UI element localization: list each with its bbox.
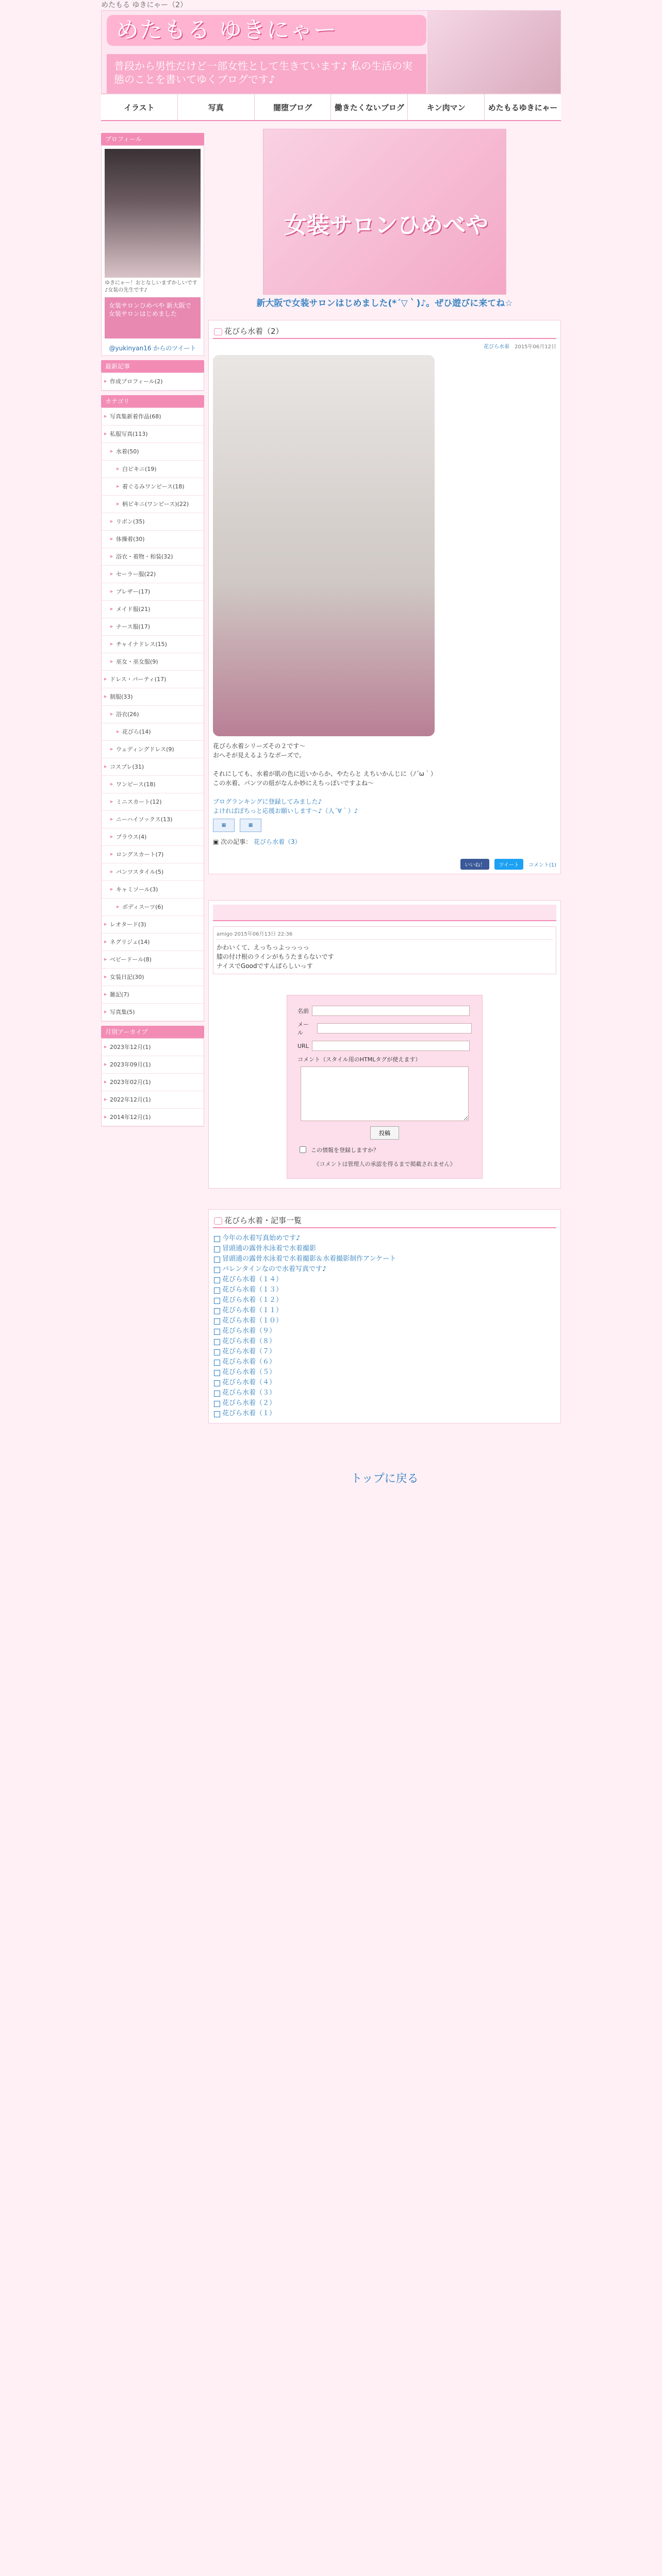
record-link[interactable]: バレンタインなので水着写真です♪ [213,1264,556,1275]
profile-caption: ゆきにゃー！おとなしいまずかしいです♪女装の先生です♪ [105,280,197,293]
comment-meta: amigo 2015年06月13日 22:36 [217,930,553,940]
category-heading: カテゴリ [101,395,204,408]
salon-banner[interactable] [263,129,506,295]
remember-checkbox[interactable] [300,1146,306,1153]
nav-illust[interactable]: イラスト [101,94,178,120]
record-link[interactable]: 花びら水着（１） [213,1409,556,1419]
record-link[interactable]: 花びら水着（８） [213,1336,556,1347]
record-link[interactable]: 花びら水着（１０） [213,1316,556,1326]
category-item[interactable]: ▶ ウェディングドレス(9) [102,741,204,758]
category-list [101,408,204,1022]
ranking-text: ブログランキングに登録してみました♪ [213,798,322,805]
banner-caption: 新大阪で女装サロンはじめました(*´▽｀)♪。ぜひ遊びに来てね☆ [256,298,513,309]
latest-heading: 最新記事 [101,360,204,372]
record-link[interactable]: 花びら水着（１２） [213,1295,556,1306]
entry-meta [213,342,556,350]
record-link[interactable]: 花びら水着（９） [213,1326,556,1336]
archive-item[interactable]: ▶ 2022年12月(1) [102,1091,204,1109]
record-link[interactable]: 花びら水着（５） [213,1367,556,1378]
salon-banner-text: 女装サロンひめべや [284,212,488,239]
record-link[interactable]: 冒頭通の露骨水泳着で水着撮影 [213,1244,556,1254]
category-item[interactable]: ▶ 白ビキニ(19) [102,461,204,478]
records-section [208,1209,561,1423]
entry-text: 花びら水着シリーズその２です〜 [213,742,306,750]
site-logo[interactable] [107,15,426,46]
ranking-banner-1[interactable]: ▦ [213,819,235,832]
category-item[interactable]: ▶ ドレス・パーティ(17) [102,671,204,688]
entry-title[interactable]: 花びら水着（2） [213,325,556,339]
category-item[interactable]: ▶ メイド服(21) [102,601,204,618]
entry-photo[interactable] [213,355,435,736]
category-item[interactable]: ▶ 制服(33) [102,688,204,706]
category-item[interactable]: ▶ 浴衣(26) [102,706,204,723]
comment-text: かわいくて、えっちっよっっっっ [217,944,309,951]
category-item[interactable]: ▶ 柄ビキニ(ワンピース)(22) [102,496,204,513]
record-link[interactable]: 花びら水着（２） [213,1398,556,1409]
salon-promo[interactable]: 女装サロンひめべや 新大阪で女装サロンはじめました [105,297,201,338]
record-link[interactable]: 花びら水着（１１） [213,1306,556,1316]
entry-date: 2015年06月12日 [515,344,556,350]
category-item[interactable]: ▶ レオタード(3) [102,916,204,934]
category-item[interactable]: ▶ 水着(50) [102,443,204,461]
entry-text: この水着、パンツの紐がなんか妙にえちっぽいですよね〜 [213,779,374,787]
profile-photo[interactable] [105,149,201,278]
category-item[interactable]: ▶ キャミソール(3) [102,881,204,899]
records-list [213,1233,556,1419]
sidebar [101,129,204,1127]
next-label: 次の記事： [221,838,252,845]
facebook-like-button[interactable]: いいね！ [460,859,489,870]
record-link[interactable]: 花びら水着（３） [213,1388,556,1398]
next-icon: ▣ [213,838,219,845]
site-logo-text[interactable]: めたもる ゆきにゃー [116,17,338,43]
blog-entry [208,320,561,874]
name-label: 名前 [297,1008,309,1014]
nav-dark-blog[interactable]: 闇堕ブログ [255,94,332,120]
category-item[interactable]: ▶ 女装日記(30) [102,969,204,986]
category-item[interactable]: ▶ 写真集新着作品(68) [102,408,204,426]
archive-item[interactable]: ▶ 2014年12月(1) [102,1109,204,1126]
site-tagline: 普段から男性だけど一部女性として生きています♪ 私の生活の実態のことを書いてゆくブログです♪ [107,54,426,93]
comments-section [208,900,561,1189]
twitter-link[interactable]: @yukinyan16 からのツイート [109,345,196,352]
record-link[interactable]: 花びら水着（７） [213,1347,556,1357]
record-link[interactable]: 花びら水着（４） [213,1378,556,1388]
nav-photo[interactable]: 写真 [178,94,255,120]
comment-text: 膝の付け根のラインがもうたまらないです [217,953,334,960]
archive-item[interactable]: ▶ 2023年02月(1) [102,1074,204,1091]
global-nav [101,94,561,121]
category-item[interactable]: ▶ 着ぐるみワンピース(18) [102,478,204,496]
category-item[interactable]: ▶ ロングスカート(7) [102,846,204,863]
category-item[interactable]: ▶ ブラウス(4) [102,828,204,846]
name-field[interactable] [312,1006,470,1016]
category-item[interactable]: ▶ 花びら(14) [102,723,204,741]
latest-item[interactable]: ▶ 作成プロフィール(2) [102,373,204,391]
category-item[interactable]: ▶ セーラー服(22) [102,566,204,583]
entry-body [213,741,556,846]
comment-textarea[interactable] [301,1066,469,1121]
header-photo [427,11,560,94]
comment-item [213,926,556,974]
email-field[interactable] [317,1023,472,1033]
entry-text: それにしても、水着が肌の色に近いからか、やたらと えちいかんじに（ﾉ´ω｀） [213,770,437,777]
comment-form [287,995,483,1179]
category-item[interactable]: ▶ ニーハイソックス(13) [102,811,204,828]
ranking-banners [213,819,556,832]
category-item[interactable]: ▶ パンツスタイル(5) [102,863,204,881]
tweet-button[interactable]: ツイート [494,859,523,870]
record-link[interactable]: 冒頭通の露骨水泳着で水着撮影＆水着撮影制作アンケート [213,1254,556,1264]
category-item[interactable]: ▶ コスプレ(31) [102,758,204,776]
comment-text: ナイスでGoodですんばらしいっす [217,962,313,970]
ranking-text: よければぽちっと応援お願いします〜♪（人´∀｀）♪ [213,807,358,815]
category-item[interactable]: ▶ リボン(35) [102,513,204,531]
record-link[interactable]: 花びら水着（６） [213,1357,556,1367]
records-title: 花びら水着・記事一覧 [213,1214,556,1228]
page-title: めたもる ゆきにゃー（2） [101,1,188,9]
category-item[interactable]: ▶ 写真集(5) [102,1004,204,1021]
comment-count-link[interactable]: コメント(1) [528,862,556,868]
site-header [101,10,561,94]
nav-nowork-blog[interactable]: 働きたくないブログ [331,94,408,120]
profile-box [101,145,204,356]
category-item[interactable]: ▶ ミニスカート(12) [102,793,204,811]
record-link[interactable]: 花びら水着（１４） [213,1275,556,1285]
category-item[interactable]: ▶ 巫女・巫女服(9) [102,653,204,671]
record-link[interactable]: 今年の水着写真始めです♪ [213,1233,556,1244]
share-bar [213,859,556,870]
mail-label: メール [297,1021,309,1036]
category-item[interactable]: ▶ ネグリジェ(14) [102,934,204,951]
back-to-top-link[interactable]: トップに戻る [351,1472,419,1485]
url-field[interactable] [312,1041,470,1051]
category-item[interactable]: ▶ ワンピース(18) [102,776,204,793]
url-label: URL [297,1042,309,1049]
category-item[interactable]: ▶ ナース服(17) [102,618,204,636]
category-item[interactable]: ▶ チャイナドレス(15) [102,636,204,653]
comment-label: コメント（スタイル用のHTMLタグが使えます） [297,1056,421,1063]
archive-heading: 月別アーカイブ [101,1026,204,1038]
moderation-note: 《コメントは管理人の承認を得るまで掲載されません》 [313,1161,456,1167]
latest-list [101,372,204,391]
remember-label: この情報を登録しますか？ [311,1146,379,1154]
entry-text: おへそが見えるようなポーズで。 [213,752,306,759]
nav-kinnikuman[interactable]: キン肉マン [408,94,485,120]
next-link[interactable]: 花びら水着（3） [254,838,301,845]
category-item[interactable]: ▶ ボディスーツ(6) [102,899,204,916]
category-item[interactable]: ▶ ブレザー(17) [102,583,204,601]
record-link[interactable]: 花びら水着（１３） [213,1285,556,1295]
ranking-banner-2[interactable]: ▦ [240,819,261,832]
category-item[interactable]: ▶ 体操着(30) [102,531,204,548]
archive-list [101,1038,204,1127]
archive-item[interactable]: ▶ 2023年12月(1) [102,1039,204,1056]
main-content [208,129,561,1486]
profile-heading: プロフィール [101,133,204,145]
nav-metamoru[interactable]: めたもるゆきにゃー [488,103,558,112]
category-item[interactable]: ▶ 浴衣・着物・和装(32) [102,548,204,566]
category-item[interactable]: ▶ 雑記(7) [102,986,204,1004]
category-item[interactable]: ▶ 私服写真(113) [102,426,204,443]
archive-item[interactable]: ▶ 2023年09月(1) [102,1056,204,1074]
category-item[interactable]: ▶ ベビードール(8) [102,951,204,969]
submit-button[interactable]: 投稿 [370,1126,399,1140]
next-entry [213,837,556,846]
comments-heading [213,905,556,921]
entry-category[interactable]: 花びら水着 [484,344,510,350]
